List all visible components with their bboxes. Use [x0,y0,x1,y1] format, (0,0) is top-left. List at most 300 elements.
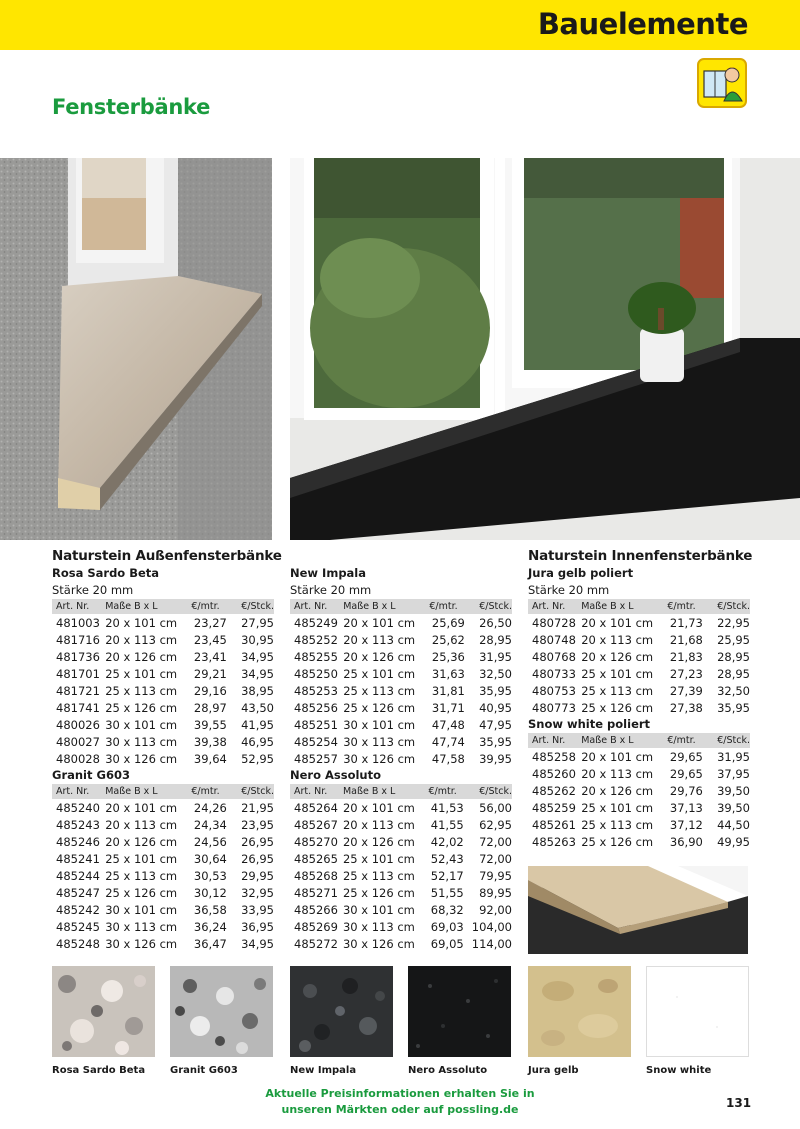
price-per-piece-cell: 25,95 [717,632,750,647]
price-per-piece-cell: 72,00 [479,851,512,866]
price-per-piece-cell: 33,95 [241,902,274,917]
column-header: Maße B x L [343,784,422,799]
price-per-meter-cell: 36,47 [193,936,227,951]
column-header: Maße B x L [105,599,184,614]
dimensions-cell: 25 x 101 cm [581,666,654,681]
dimensions-cell: 25 x 101 cm [105,666,178,681]
price-per-meter-cell: 30,53 [193,868,227,883]
article-number-cell: 485244 [56,868,100,883]
dimensions-cell: 25 x 113 cm [342,868,415,883]
column-header: €/mtr. [660,733,711,748]
dimensions-cell: 20 x 126 cm [105,834,178,849]
table-row [52,935,274,952]
article-number-cell: 485265 [294,851,338,866]
price-per-meter-cell: 52,17 [430,868,464,883]
thickness-label: Stärke 20 mm [52,583,134,597]
table-header-row [52,784,274,799]
table-row [52,884,274,901]
dimensions-cell: 30 x 113 cm [105,919,178,934]
article-number-cell: 485247 [56,885,100,900]
section-heading: Naturstein Innenfensterbänke [528,548,753,564]
article-number-cell: 485248 [56,936,100,951]
product-name: Nero Assoluto [290,768,382,782]
column-header: €/mtr. [422,599,473,614]
thickness-label: Stärke 20 mm [290,583,372,597]
column-header: €/Stck. [711,599,750,614]
price-per-piece-cell: 35,95 [479,734,512,749]
article-number-cell: 481716 [56,632,100,647]
dimensions-cell: 25 x 113 cm [581,817,654,832]
column-header: €/Stck. [473,599,512,614]
article-number-cell: 485256 [294,700,338,715]
article-number-cell: 481003 [56,615,100,630]
price-per-piece-cell: 36,95 [241,919,274,934]
price-per-meter-cell: 36,58 [193,902,227,917]
price-per-meter-cell: 25,62 [431,632,465,647]
swatch-snow-white [646,966,749,1057]
table-row [52,850,274,867]
price-table [528,733,750,850]
top-banner [0,0,800,50]
dimensions-cell: 20 x 126 cm [342,834,415,849]
dimensions-cell: 30 x 113 cm [343,734,416,749]
dimensions-cell: 20 x 126 cm [105,649,178,664]
dimensions-cell: 25 x 101 cm [105,851,178,866]
price-per-meter-cell: 42,02 [430,834,464,849]
dimensions-cell: 25 x 126 cm [343,700,416,715]
dimensions-cell: 20 x 126 cm [581,649,654,664]
price-per-meter-cell: 21,68 [669,632,703,647]
price-per-piece-cell: 27,95 [241,615,274,630]
table-row [528,614,750,631]
article-number-cell: 480026 [56,717,100,732]
article-number-cell: 480773 [532,700,576,715]
swatch-granit-g603 [170,966,273,1057]
article-number-cell: 485266 [294,902,338,917]
table-row [52,918,274,935]
price-per-piece-cell: 92,00 [479,902,512,917]
table-row [52,750,274,767]
price-per-meter-cell: 36,24 [193,919,227,934]
table-row [52,631,274,648]
price-per-meter-cell: 37,12 [669,817,703,832]
price-per-piece-cell: 26,95 [241,834,274,849]
price-per-meter-cell: 39,64 [193,751,227,766]
price-per-piece-cell: 39,50 [717,783,750,798]
price-per-piece-cell: 32,95 [241,885,274,900]
article-number-cell: 485243 [56,817,100,832]
price-per-piece-cell: 79,95 [479,868,512,883]
dimensions-cell: 25 x 101 cm [342,851,415,866]
dimensions-cell: 20 x 113 cm [581,632,654,647]
article-number-cell: 485251 [294,717,338,732]
price-per-piece-cell: 52,95 [241,751,274,766]
table-row [290,716,512,733]
dimensions-cell: 20 x 101 cm [581,749,654,764]
table-row [52,816,274,833]
price-per-piece-cell: 89,95 [479,885,512,900]
price-table [290,599,512,767]
column-header: Art. Nr. [290,599,343,614]
footer-note [200,1086,600,1118]
dimensions-cell: 30 x 101 cm [105,717,178,732]
table-row [290,648,512,665]
price-per-meter-cell: 25,69 [431,615,465,630]
column-header: €/mtr. [184,784,235,799]
dimensions-cell: 30 x 126 cm [105,936,178,951]
article-number-cell: 485259 [532,800,576,815]
price-per-meter-cell: 31,71 [431,700,465,715]
table-row [528,782,750,799]
table-row [52,733,274,750]
price-per-piece-cell: 47,95 [479,717,512,732]
price-per-meter-cell: 36,90 [669,834,703,849]
price-per-piece-cell: 34,95 [241,649,274,664]
swatch-label: New Impala [290,1065,357,1076]
table-row [52,901,274,918]
dimensions-cell: 25 x 113 cm [343,683,416,698]
dimensions-cell: 25 x 126 cm [581,834,654,849]
price-per-piece-cell: 21,95 [241,800,274,815]
column-header: Maße B x L [105,784,184,799]
price-per-meter-cell: 37,13 [669,800,703,815]
price-per-meter-cell: 69,05 [430,936,464,951]
price-per-meter-cell: 41,55 [430,817,464,832]
article-number-cell: 480728 [532,615,576,630]
exterior-sills-section-2 [290,565,512,952]
table-row [528,748,750,765]
article-number-cell: 485261 [532,817,576,832]
price-per-piece-cell: 114,00 [471,936,512,951]
table-row [290,682,512,699]
dimensions-cell: 30 x 126 cm [342,936,415,951]
price-per-meter-cell: 68,32 [430,902,464,917]
dimensions-cell: 20 x 113 cm [343,632,416,647]
product-name: Jura gelb poliert [528,566,634,580]
swatch-label: Snow white [646,1065,712,1076]
price-per-meter-cell: 39,38 [193,734,227,749]
price-table [528,599,750,716]
article-number-cell: 480753 [532,683,576,698]
table-row [528,833,750,850]
price-per-meter-cell: 24,26 [193,800,227,815]
swatch-label: Jura gelb [528,1065,579,1076]
article-number-cell: 485260 [532,766,576,781]
price-per-piece-cell: 37,95 [717,766,750,781]
article-number-cell: 485268 [294,868,338,883]
dimensions-cell: 25 x 113 cm [105,868,178,883]
column-header: Art. Nr. [52,599,105,614]
price-per-meter-cell: 47,74 [431,734,465,749]
interior-sills-section [528,547,753,850]
interior-sill-photo [290,158,800,540]
article-number-cell: 485255 [294,649,338,664]
article-number-cell: 485257 [294,751,338,766]
price-per-meter-cell: 27,23 [669,666,703,681]
table-row [290,699,512,716]
article-number-cell: 481736 [56,649,100,664]
table-row [528,765,750,782]
column-header: €/Stck. [235,784,274,799]
dimensions-cell: 30 x 101 cm [343,717,416,732]
dimensions-cell: 20 x 126 cm [343,649,416,664]
table-row [290,733,512,750]
article-number-cell: 485271 [294,885,338,900]
dimensions-cell: 20 x 101 cm [105,615,178,630]
article-number-cell: 485272 [294,936,338,951]
table-row [52,833,274,850]
swatch-label: Nero Assoluto [408,1065,488,1076]
table-row [528,665,750,682]
table-row [290,850,512,867]
article-number-cell: 485253 [294,683,338,698]
table-row [290,935,512,952]
column-header: Maße B x L [343,599,422,614]
table-row [290,918,512,935]
table-header-row [290,784,512,799]
price-per-piece-cell: 46,95 [241,734,274,749]
table-header-row [528,599,750,614]
article-number-cell: 480028 [56,751,100,766]
dimensions-cell: 30 x 101 cm [342,902,415,917]
dimensions-cell: 20 x 113 cm [342,817,415,832]
price-per-meter-cell: 47,58 [431,751,465,766]
section-heading: Naturstein Außenfensterbänke [52,548,282,564]
price-per-piece-cell: 29,95 [241,868,274,883]
dimensions-cell: 25 x 126 cm [105,885,178,900]
price-per-piece-cell: 31,95 [717,749,750,764]
table-row [52,867,274,884]
price-per-meter-cell: 47,48 [431,717,465,732]
table-row [290,799,512,816]
article-number-cell: 485241 [56,851,100,866]
table-row [290,884,512,901]
table-row [528,631,750,648]
dimensions-cell: 25 x 126 cm [342,885,415,900]
table-row [528,799,750,816]
price-per-meter-cell: 69,03 [430,919,464,934]
price-per-piece-cell: 35,95 [479,683,512,698]
exterior-sill-photo [0,158,272,540]
page-number: 131 [726,1096,752,1110]
article-number-cell: 485242 [56,902,100,917]
article-number-cell: 485262 [532,783,576,798]
swatch-nero-assoluto [408,966,511,1057]
price-per-piece-cell: 23,95 [241,817,274,832]
column-header: Art. Nr. [528,599,581,614]
price-per-meter-cell: 24,34 [193,817,227,832]
price-per-piece-cell: 104,00 [471,919,512,934]
table-header-row [290,599,512,614]
price-per-piece-cell: 28,95 [717,649,750,664]
price-per-piece-cell: 62,95 [479,817,512,832]
price-per-meter-cell: 23,45 [193,632,227,647]
dimensions-cell: 30 x 113 cm [342,919,415,934]
table-row [290,614,512,631]
dimensions-cell: 30 x 126 cm [343,751,416,766]
swatch-rosa-sardo-beta [52,966,155,1057]
table-row [52,648,274,665]
article-number-cell: 485246 [56,834,100,849]
footer-line: unseren Märkten oder auf possling.de [281,1103,519,1116]
price-per-piece-cell: 32,50 [717,683,750,698]
price-table [52,599,274,767]
dimensions-cell: 20 x 101 cm [581,615,654,630]
article-number-cell: 480748 [532,632,576,647]
price-table [52,784,274,952]
article-number-cell: 480027 [56,734,100,749]
price-per-piece-cell: 43,50 [241,700,274,715]
table-row [52,665,274,682]
category-title: Bauelemente [537,7,748,41]
column-header: €/mtr. [184,599,235,614]
article-number-cell: 485240 [56,800,100,815]
dimensions-cell: 25 x 101 cm [343,666,416,681]
table-row [528,648,750,665]
price-per-piece-cell: 39,95 [479,751,512,766]
price-per-meter-cell: 30,12 [193,885,227,900]
dimensions-cell: 25 x 126 cm [581,700,654,715]
price-table [290,784,512,952]
article-number-cell: 481741 [56,700,100,715]
mascot-logo [696,57,748,109]
price-per-meter-cell: 51,55 [430,885,464,900]
article-number-cell: 485263 [532,834,576,849]
column-header: Maße B x L [581,599,660,614]
table-row [52,682,274,699]
price-per-piece-cell: 56,00 [479,800,512,815]
table-row [290,665,512,682]
thickness-label: Stärke 20 mm [528,583,610,597]
dimensions-cell: 30 x 113 cm [105,734,178,749]
dimensions-cell: 25 x 113 cm [581,683,654,698]
article-number-cell: 485264 [294,800,338,815]
article-number-cell: 485267 [294,817,338,832]
price-per-meter-cell: 29,65 [669,766,703,781]
price-per-meter-cell: 29,65 [669,749,703,764]
price-per-meter-cell: 21,83 [669,649,703,664]
column-header: Art. Nr. [52,784,105,799]
column-header: €/Stck. [711,733,750,748]
price-per-piece-cell: 35,95 [717,700,750,715]
price-per-meter-cell: 25,36 [431,649,465,664]
price-per-meter-cell: 24,56 [193,834,227,849]
page-title: Fensterbänke [52,95,211,119]
price-per-piece-cell: 30,95 [241,632,274,647]
column-header: Maße B x L [581,733,660,748]
price-per-piece-cell: 22,95 [717,615,750,630]
table-row [290,833,512,850]
article-number-cell: 485258 [532,749,576,764]
dimensions-cell: 20 x 101 cm [342,800,415,815]
column-header: €/mtr. [660,599,711,614]
table-row [290,901,512,918]
table-row [52,614,274,631]
table-header-row [52,599,274,614]
price-per-meter-cell: 23,27 [193,615,227,630]
footer-line: Aktuelle Preisinformationen erhalten Sie in [265,1087,535,1100]
price-per-piece-cell: 34,95 [241,666,274,681]
table-row [528,699,750,716]
table-row [290,750,512,767]
price-per-meter-cell: 21,73 [669,615,703,630]
swatch-label: Granit G603 [170,1065,238,1076]
column-header: €/mtr. [422,784,472,799]
dimensions-cell: 20 x 113 cm [581,766,654,781]
article-number-cell: 480768 [532,649,576,664]
price-per-meter-cell: 29,76 [669,783,703,798]
price-per-piece-cell: 32,50 [479,666,512,681]
article-number-cell: 481701 [56,666,100,681]
product-name: Rosa Sardo Beta [52,566,160,580]
column-header: Art. Nr. [528,733,581,748]
price-per-piece-cell: 28,95 [479,632,512,647]
article-number-cell: 485245 [56,919,100,934]
price-per-meter-cell: 39,55 [193,717,227,732]
price-per-meter-cell: 28,97 [193,700,227,715]
price-per-meter-cell: 30,64 [193,851,227,866]
dimensions-cell: 30 x 126 cm [105,751,178,766]
price-per-piece-cell: 28,95 [717,666,750,681]
price-per-meter-cell: 31,63 [431,666,465,681]
swatch-label: Rosa Sardo Beta [52,1065,146,1076]
dimensions-cell: 20 x 113 cm [105,817,178,832]
price-per-piece-cell: 41,95 [241,717,274,732]
table-row [290,867,512,884]
table-row [528,682,750,699]
article-number-cell: 485254 [294,734,338,749]
article-number-cell: 485250 [294,666,338,681]
price-per-piece-cell: 34,95 [241,936,274,951]
product-name: Snow white poliert [528,717,651,731]
table-row [290,816,512,833]
column-header: €/Stck. [235,599,274,614]
exterior-sills-section [52,547,282,952]
price-per-meter-cell: 52,43 [430,851,464,866]
article-number-cell: 480733 [532,666,576,681]
table-row [290,631,512,648]
dimensions-cell: 30 x 101 cm [105,902,178,917]
price-per-piece-cell: 72,00 [479,834,512,849]
article-number-cell: 485269 [294,919,338,934]
dimensions-cell: 25 x 101 cm [581,800,654,815]
swatch-new-impala [290,966,393,1057]
article-number-cell: 481721 [56,683,100,698]
swatch-jura-gelb [528,966,631,1057]
column-header: €/Stck. [472,784,512,799]
table-row [52,799,274,816]
table-row [528,816,750,833]
price-per-meter-cell: 29,21 [193,666,227,681]
article-number-cell: 485249 [294,615,338,630]
price-per-piece-cell: 31,95 [479,649,512,664]
article-number-cell: 485270 [294,834,338,849]
dimensions-cell: 25 x 113 cm [105,683,178,698]
price-per-piece-cell: 38,95 [241,683,274,698]
dimensions-cell: 20 x 101 cm [105,800,178,815]
product-name: New Impala [290,566,367,580]
article-number-cell: 485252 [294,632,338,647]
price-per-piece-cell: 26,95 [241,851,274,866]
price-per-piece-cell: 40,95 [479,700,512,715]
price-per-piece-cell: 26,50 [479,615,512,630]
product-name: Granit G603 [52,768,130,782]
price-per-meter-cell: 31,81 [431,683,465,698]
stone-slabs-photo [528,866,748,954]
dimensions-cell: 20 x 101 cm [343,615,416,630]
price-per-piece-cell: 49,95 [717,834,750,849]
dimensions-cell: 20 x 126 cm [581,783,654,798]
